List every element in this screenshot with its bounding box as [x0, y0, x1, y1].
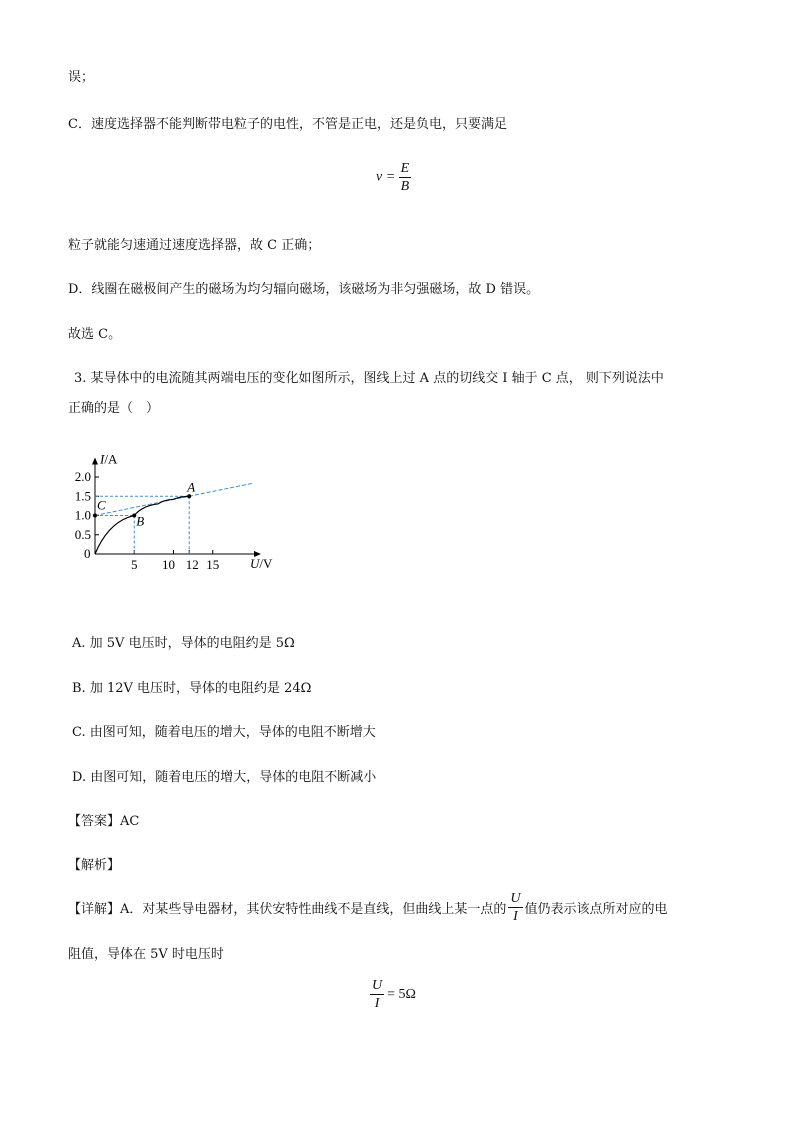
y-tick-label: 1.0: [74, 507, 91, 523]
fraction-numerator: U: [372, 978, 383, 993]
option-c: C. 由图可知，随着电压的增大，导体的电阻不断增大: [72, 725, 376, 740]
x-tick-label: 5: [131, 557, 138, 572]
option-a: A. 加 5V 电压时，导体的电阻约是 5Ω: [72, 636, 295, 651]
point-label-a: A: [187, 479, 196, 495]
formula-lhs: v =: [376, 169, 396, 185]
option-d: D. 由图可知，随着电压的增大，导体的电阻不断减小: [72, 770, 377, 785]
point-label-c: C: [97, 497, 106, 513]
point-a: [187, 494, 191, 498]
fraction-numerator: U: [510, 891, 521, 906]
option-b: B. 加 12V 电压时，导体的电阻约是 24Ω: [72, 681, 312, 696]
y-axis-label: I/A: [100, 451, 118, 467]
fraction: [370, 978, 384, 1011]
text-line: 误；: [68, 70, 95, 85]
formula-v-eb: [376, 161, 411, 194]
detail-text: A．对某些导电器材，其伏安特性曲线不是直线，但曲线上某一点的: [120, 902, 507, 917]
analysis-tag: 【解析】: [68, 858, 121, 873]
question-stem: 正确的是（ ）: [68, 401, 160, 416]
detail-line: [68, 891, 668, 924]
fraction: [399, 161, 412, 194]
fraction-denominator: I: [374, 996, 380, 1011]
answer-tag: 【答案】: [68, 814, 121, 829]
y-axis-arrow: [92, 457, 98, 464]
x-tick-label: 12: [185, 557, 199, 572]
text-line: D．线圈在磁极间产生的磁场为均匀辐向磁场，该磁场为非匀强磁场，故 D 错误。: [68, 282, 540, 297]
point-label-b: B: [136, 513, 145, 529]
point-c: [93, 514, 97, 518]
fraction-denominator: I: [513, 909, 518, 924]
question-stem: 3. 某导体中的电流随其两端电压的变化如图所示，图线上过 A 点的切线交 I 轴于 C 点， 则下列说法中: [74, 371, 664, 386]
answer-line: [68, 810, 139, 829]
x-tick-label: 15: [206, 557, 220, 572]
text-line: 故选 C。: [68, 327, 122, 342]
fraction: [508, 891, 522, 924]
detail-line: 阻值，导体在 5V 时电压时: [68, 947, 224, 962]
origin-label: 0: [84, 546, 91, 561]
answer-value: AC: [120, 814, 140, 829]
iu-chart: [64, 435, 274, 575]
x-axis-label: U/V: [250, 556, 273, 571]
y-tick-label: 1.5: [74, 488, 91, 504]
y-tick-label: 2.0: [74, 469, 91, 484]
text-line: 粒子就能匀速通过速度选择器，故 C 正确；: [68, 238, 321, 253]
x-tick-label: 10: [162, 557, 175, 572]
detail-text: 值仍表示该点所对应的电: [524, 902, 668, 917]
fraction-denominator: B: [400, 179, 410, 194]
formula-u-over-i: [370, 978, 416, 1011]
detail-tag: 【详解】: [68, 902, 121, 917]
fraction-numerator: E: [400, 161, 410, 176]
y-tick-label: 0.5: [74, 526, 91, 542]
formula-rhs: = 5Ω: [387, 986, 416, 1002]
text-line: C．速度选择器不能判断带电粒子的电性，不管是正电，还是负电，只要满足: [68, 117, 507, 132]
